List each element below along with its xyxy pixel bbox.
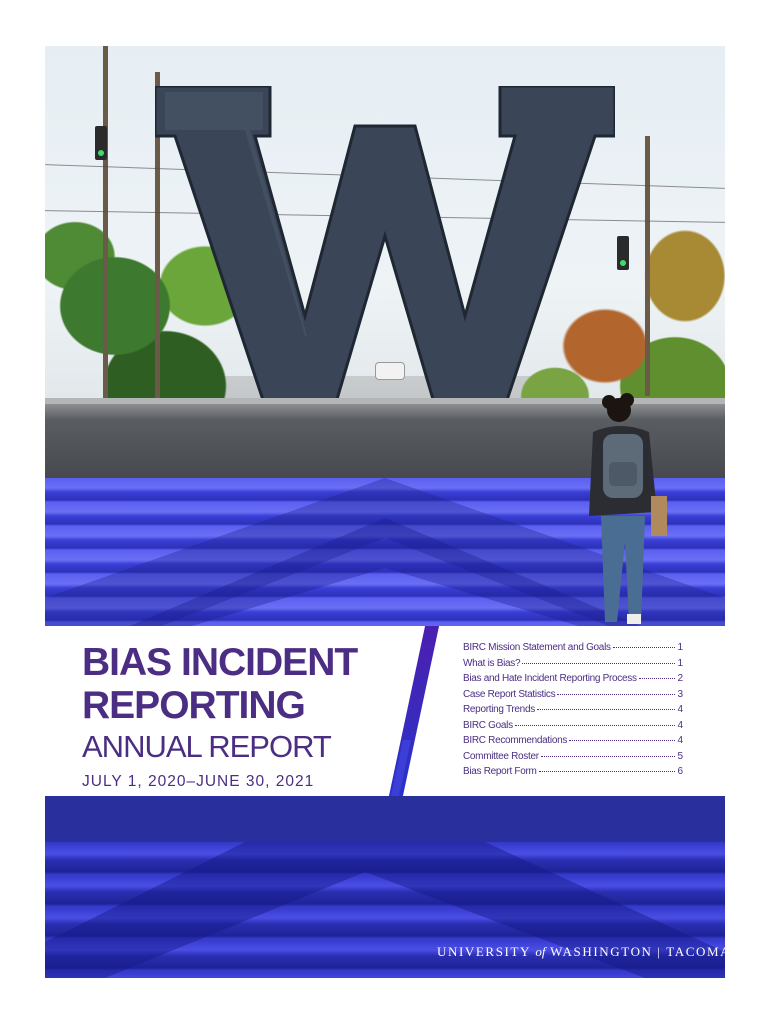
toc-item-label: Reporting Trends [463, 704, 535, 715]
toc-item-page: 5 [677, 750, 683, 762]
toc-item-page: 4 [677, 704, 683, 715]
w-monument [155, 86, 615, 406]
toc-leader-dots [613, 647, 676, 648]
toc-item[interactable] [463, 642, 683, 658]
toc-item-page: 1 [677, 657, 683, 669]
report-title-line1: BIAS INCIDENT [82, 641, 358, 684]
report-date-range: JULY 1, 2020–JUNE 30, 2021 [82, 773, 315, 790]
traffic-signal-right [617, 236, 629, 270]
toc-item-label: Bias Report Form [463, 766, 537, 777]
toc-item-page: 3 [677, 688, 683, 700]
toc-leader-dots [522, 663, 675, 664]
toc-leader-dots [537, 709, 676, 710]
toc-item[interactable] [463, 673, 683, 689]
toc-item-label: Case Report Statistics [463, 688, 556, 700]
student-figure [565, 392, 675, 632]
university-logo [437, 944, 732, 960]
toc-item[interactable] [463, 704, 683, 720]
toc-item[interactable] [463, 720, 683, 736]
logo-washington-tacoma: WASHINGTON | TACOMA [550, 944, 732, 959]
toc-leader-dots [515, 725, 676, 726]
traffic-signal-left [95, 126, 107, 160]
toc-item-page: 6 [677, 766, 683, 777]
toc-item-label: BIRC Mission Statement and Goals [463, 642, 611, 653]
toc-leader-dots [639, 678, 676, 679]
report-title-line2: REPORTING [82, 684, 305, 727]
toc-leader-dots [539, 771, 676, 772]
toc-item-label: Committee Roster [463, 750, 539, 762]
toc-item-label: Bias and Hate Incident Reporting Process [463, 673, 637, 684]
utility-pole-right [645, 136, 650, 396]
toc-item-page: 2 [677, 673, 683, 684]
toc-item-page: 1 [677, 642, 683, 653]
toc-item[interactable] [463, 735, 683, 751]
report-subtitle: ANNUAL REPORT [82, 729, 331, 764]
toc-item-label: BIRC Goals [463, 719, 513, 731]
table-of-contents [463, 642, 683, 782]
toc-item[interactable] [463, 658, 683, 674]
toc-item-page: 4 [677, 719, 683, 731]
toc-item-label: BIRC Recommendations [463, 735, 568, 746]
logo-university: UNIVERSITY [437, 944, 531, 959]
toc-leader-dots [557, 694, 675, 695]
toc-item[interactable] [463, 689, 683, 705]
toc-leader-dots [569, 740, 675, 741]
toc-item-label: What is Bias? [463, 657, 521, 669]
toc-item[interactable] [463, 766, 683, 782]
toc-item[interactable] [463, 751, 683, 767]
cover-page [45, 46, 725, 978]
toc-item-page: 4 [677, 735, 683, 746]
logo-of: of [535, 944, 546, 959]
utility-pole-left [103, 46, 108, 406]
toc-leader-dots [541, 756, 676, 757]
